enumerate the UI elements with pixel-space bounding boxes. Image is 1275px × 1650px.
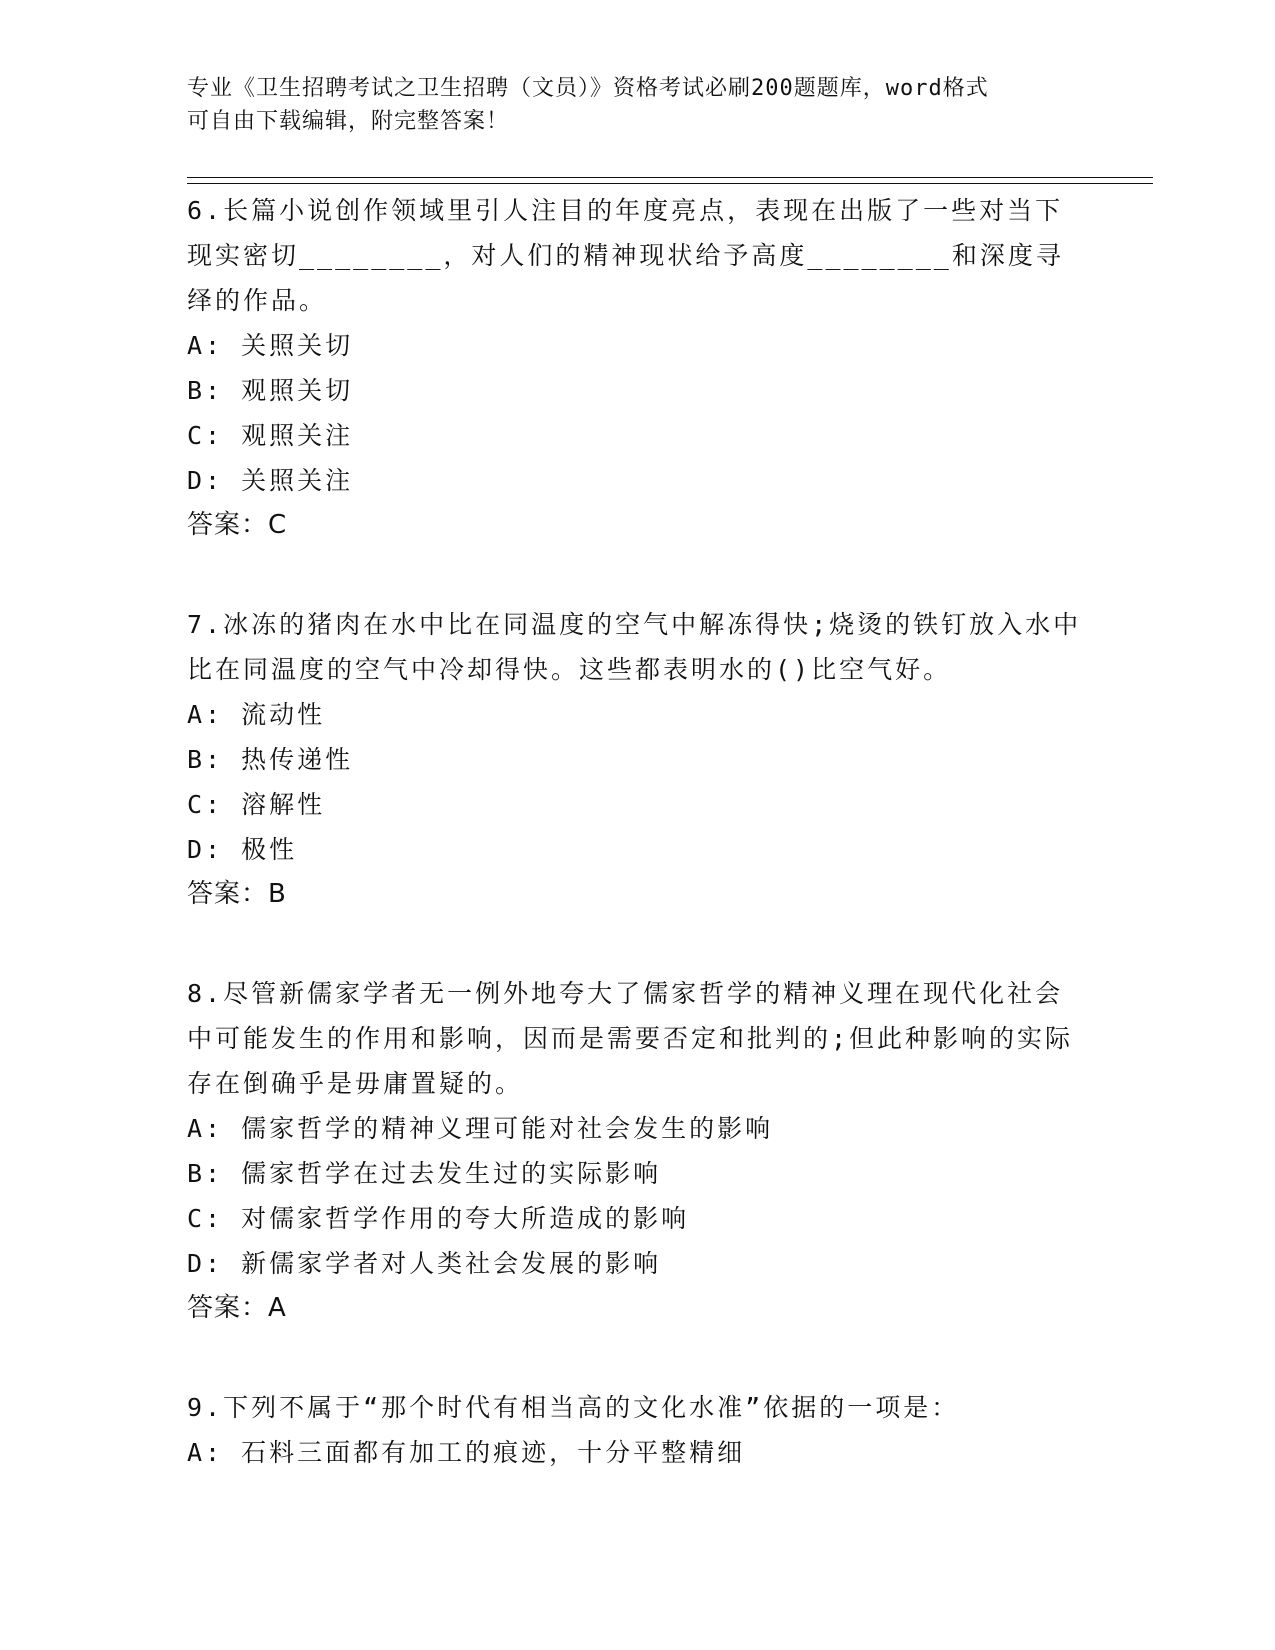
header-line-2: 可自由下载编辑，附完整答案！ [187,109,510,134]
question-stem: 7.冰冻的猪肉在水中比在同温度的空气中解冻得快;烧烫的铁钉放入水中比在同温度的空气中冷却得快。这些都表明水的()比空气好。 [187,610,1082,684]
option-c: C: 观照关注 [187,421,354,450]
option-d: D: 新儒家学者对人类社会发展的影响 [187,1249,662,1278]
question-stem: 8.尽管新儒家学者无一例外地夸大了儒家哲学的精神义理在现代化社会中可能发生的作用和影响，因而是需要否定和批判的;但此种影响的实际存在倒确乎是毋庸置疑的。 [187,979,1074,1098]
option-b: B: 热传递性 [187,745,354,774]
question-stem: 9.下列不属于“那个时代有相当高的文化水准”依据的一项是： [187,1393,960,1422]
option-a: A: 关照关切 [187,331,354,360]
header-divider-top [187,177,1153,178]
option-a: A: 石料三面都有加工的痕迹，十分平整精细 [187,1438,746,1467]
document-header [187,72,1087,138]
option-a: A: 儒家哲学的精神义理可能对社会发生的影响 [187,1114,774,1143]
option-c: C: 对儒家哲学作用的夸大所造成的影响 [187,1204,690,1233]
option-b: B: 观照关切 [187,376,354,405]
question-7 [187,602,1087,917]
answer-line: 答案：C [187,510,288,540]
question-9 [187,1385,1087,1475]
question-6 [187,188,1087,548]
option-a: A: 流动性 [187,700,326,729]
option-d: D: 关照关注 [187,466,354,495]
answer-line: 答案：A [187,1293,287,1323]
header-divider-bottom [187,183,1153,184]
answer-line: 答案：B [187,879,287,909]
question-8 [187,971,1087,1331]
option-d: D: 极性 [187,835,298,864]
question-stem: 6.长篇小说创作领域里引人注目的年度亮点，表现在出版了一些对当下现实密切________，对人们的精神现状给予高度________和深度寻绎的作品。 [187,196,1064,315]
header-line-1: 专业《卫生招聘考试之卫生招聘（文员）》资格考试必刷200题题库，word格式 [187,76,989,101]
option-b: B: 儒家哲学在过去发生过的实际影响 [187,1159,662,1188]
option-c: C: 溶解性 [187,790,326,819]
question-list [187,188,1087,1529]
